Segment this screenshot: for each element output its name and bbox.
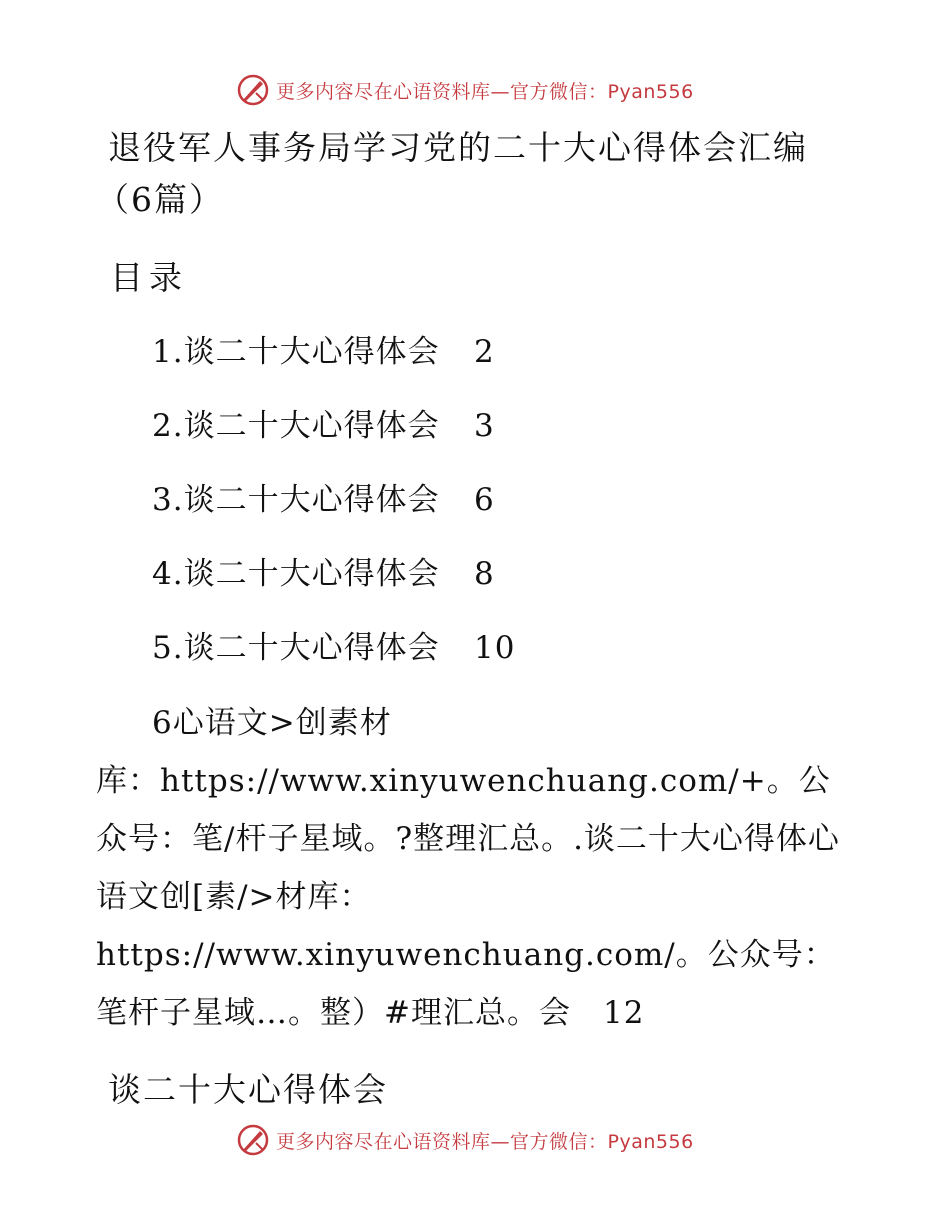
- toc-item-page: 3: [474, 408, 495, 444]
- toc-item-page: 8: [474, 556, 495, 592]
- toc-item[interactable]: [152, 326, 495, 378]
- toc-item[interactable]: [152, 548, 495, 600]
- toc-item[interactable]: [152, 400, 495, 452]
- toc-item-label: 4.谈二十大心得体会: [152, 556, 440, 592]
- watermark-text: 更多内容尽在心语资料库—官方微信：Pyan556: [276, 1130, 694, 1153]
- toc-item-label: 5.谈二十大心得体会: [152, 630, 440, 666]
- section-heading: 谈二十大心得体会: [108, 1070, 388, 1109]
- toc-item-page: 6: [474, 482, 495, 518]
- watermark-banner-top: [236, 72, 694, 108]
- toc-item[interactable]: [152, 622, 515, 674]
- watermark-banner-bottom: [236, 1122, 694, 1158]
- toc-item-6-lead: 6心语文>创素材: [152, 705, 392, 741]
- toc-item-label: 2.谈二十大心得体会: [152, 408, 440, 444]
- toc-item-label: 3.谈二十大心得体会: [152, 482, 440, 518]
- quill-logo-icon: [236, 73, 270, 107]
- document-title: 退役军人事务局学习党的二十大心得体会汇编（6篇）: [96, 128, 808, 219]
- quill-logo-icon: [236, 1123, 270, 1157]
- toc-item-page: 10: [474, 630, 516, 666]
- toc-item-label: 1.谈二十大心得体会: [152, 334, 440, 370]
- toc-item-6-paragraph: [96, 694, 856, 1042]
- toc-item-page: 2: [474, 334, 495, 370]
- toc-item[interactable]: [152, 474, 495, 526]
- watermark-text: 更多内容尽在心语资料库—官方微信：Pyan556: [276, 80, 694, 103]
- toc-heading: 目录: [110, 258, 188, 297]
- toc-item-6-text: 库：https://www.xinyuwenchuang.com/+。公众号：笔/杆子星域。?整理汇总。.谈二十大心得体心语文创[素/>材库：https://www.xinyuwenchuang.com/。公众号：笔杆子星域…。整）#理汇总。会 12: [96, 763, 840, 1031]
